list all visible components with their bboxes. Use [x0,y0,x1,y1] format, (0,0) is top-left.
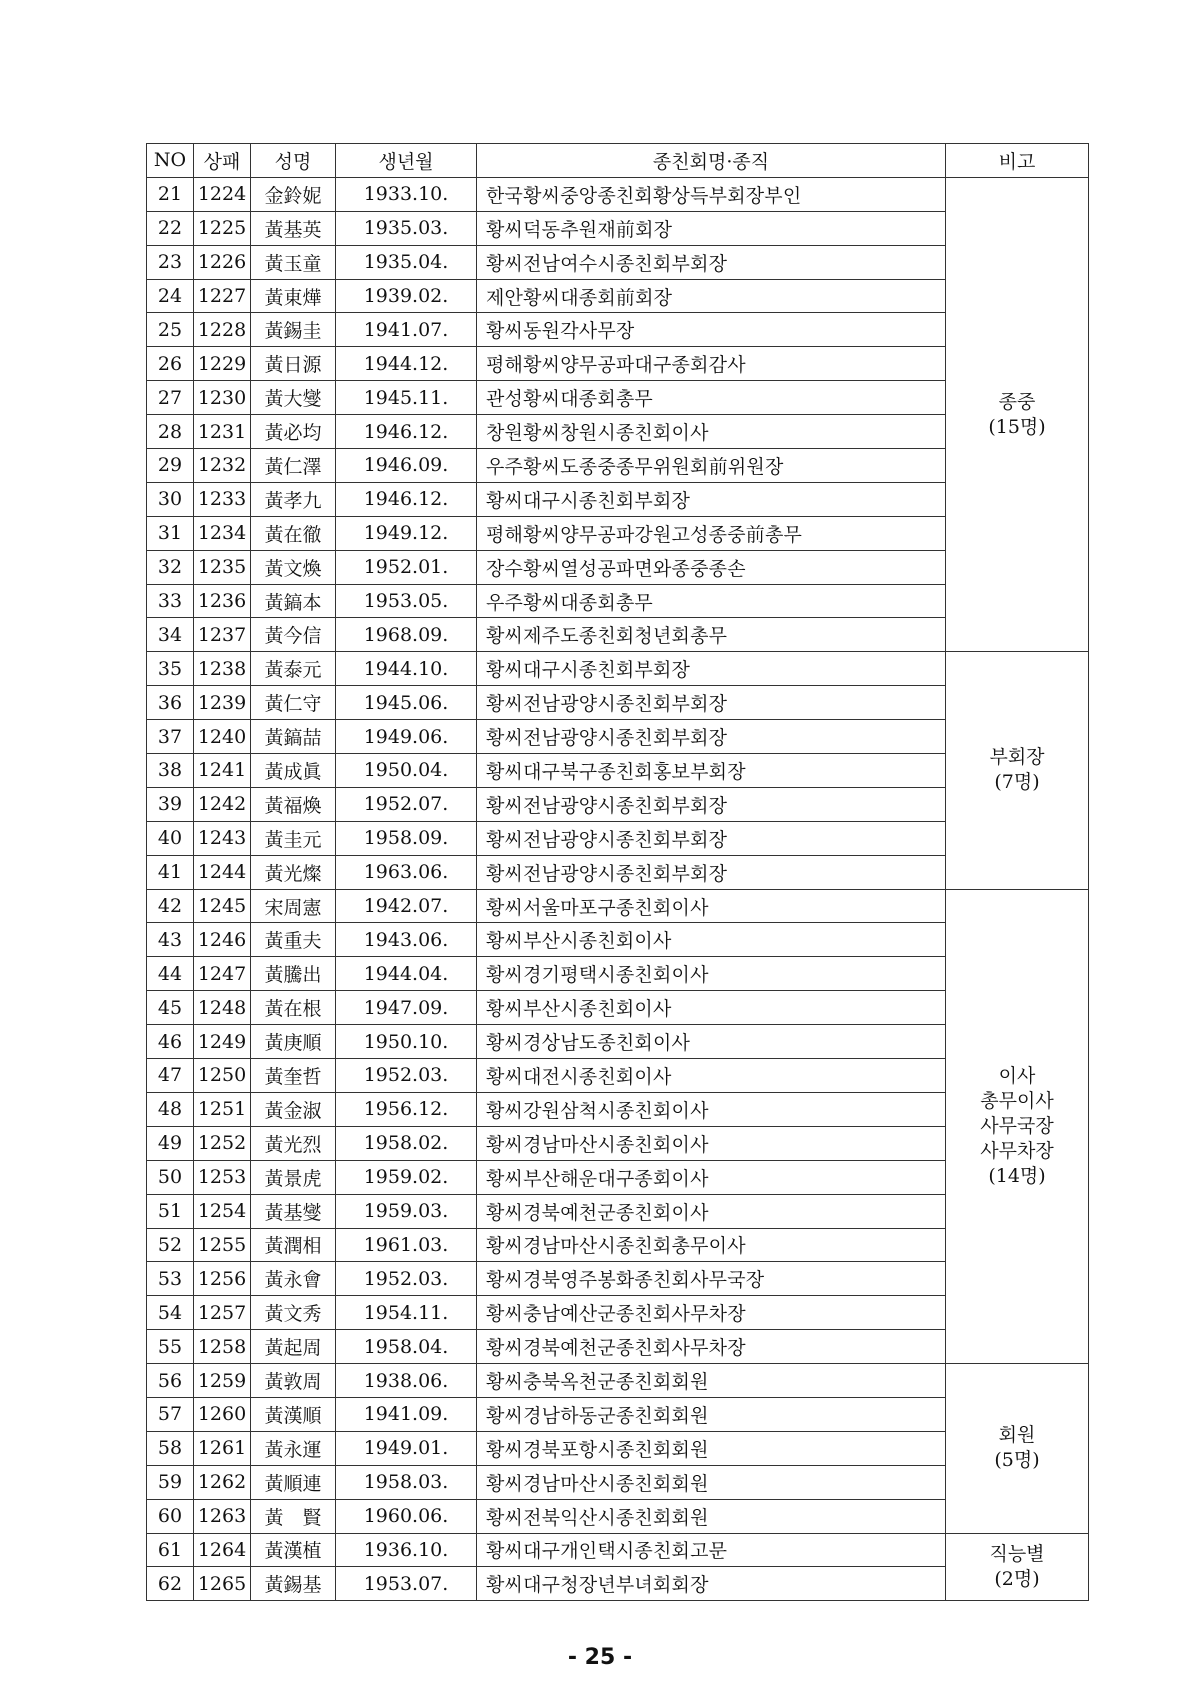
column-header-no: NO [147,144,194,178]
cell-plaque: 1244 [194,855,251,889]
cell-name: 黃在根 [251,991,336,1025]
cell-name: 黃孝九 [251,482,336,516]
cell-plaque: 1239 [194,686,251,720]
cell-club: 황씨전남광양시종친회부회장 [477,821,946,855]
cell-no: 44 [147,957,194,991]
cell-name: 黃基英 [251,211,336,245]
cell-name: 黃鎬本 [251,584,336,618]
cell-name: 黃今信 [251,618,336,652]
cell-plaque: 1264 [194,1533,251,1567]
cell-no: 47 [147,1059,194,1093]
cell-no: 55 [147,1330,194,1364]
cell-club: 황씨전북익산시종친회회원 [477,1499,946,1533]
cell-plaque: 1255 [194,1228,251,1262]
cell-birth: 1947.09. [336,991,477,1025]
cell-name: 黃成眞 [251,754,336,788]
cell-no: 57 [147,1397,194,1431]
cell-plaque: 1228 [194,313,251,347]
cell-club: 한국황씨중앙종친회황상득부회장부인 [477,177,946,211]
cell-name: 黃敦周 [251,1364,336,1398]
remark-line: (7명) [994,771,1040,794]
table-row [147,177,1089,211]
cell-no: 54 [147,1296,194,1330]
cell-name: 黃日源 [251,347,336,381]
cell-no: 52 [147,1228,194,1262]
cell-birth: 1950.10. [336,1025,477,1059]
cell-plaque: 1262 [194,1465,251,1499]
column-header-birth: 생년월 [336,144,477,178]
cell-birth: 1941.07. [336,313,477,347]
cell-plaque: 1232 [194,449,251,483]
cell-club: 제안황씨대종회前회장 [477,279,946,313]
cell-no: 62 [147,1567,194,1601]
cell-no: 41 [147,855,194,889]
cell-plaque: 1234 [194,516,251,550]
cell-no: 40 [147,821,194,855]
cell-plaque: 1229 [194,347,251,381]
cell-plaque: 1265 [194,1567,251,1601]
cell-name: 黃漢順 [251,1397,336,1431]
cell-plaque: 1227 [194,279,251,313]
cell-birth: 1952.03. [336,1059,477,1093]
cell-birth: 1949.12. [336,516,477,550]
cell-club: 황씨대구시종친회부회장 [477,652,946,686]
cell-club: 창원황씨창원시종친회이사 [477,415,946,449]
cell-birth: 1958.02. [336,1126,477,1160]
page-number: - 25 - [567,1645,633,1670]
cell-name: 黃必均 [251,415,336,449]
cell-plaque: 1252 [194,1126,251,1160]
cell-birth: 1949.06. [336,720,477,754]
cell-club: 황씨동원각사무장 [477,313,946,347]
remark-line: 사무국장 [980,1114,1054,1137]
cell-name: 黃東燁 [251,279,336,313]
cell-plaque: 1260 [194,1397,251,1431]
cell-birth: 1945.06. [336,686,477,720]
cell-club: 황씨부산해운대구종회이사 [477,1160,946,1194]
cell-club: 황씨대구청장년부녀회회장 [477,1567,946,1601]
cell-no: 58 [147,1431,194,1465]
cell-no: 36 [147,686,194,720]
cell-name: 宋周憲 [251,889,336,923]
cell-plaque: 1224 [194,177,251,211]
cell-birth: 1958.03. [336,1465,477,1499]
cell-birth: 1944.10. [336,652,477,686]
cell-name: 黃光燦 [251,855,336,889]
cell-no: 28 [147,415,194,449]
cell-club: 황씨경남마산시종친회총무이사 [477,1228,946,1262]
cell-plaque: 1257 [194,1296,251,1330]
cell-club: 황씨전남여수시종친회부회장 [477,245,946,279]
cell-club: 황씨대구북구종친회홍보부회장 [477,754,946,788]
cell-club: 황씨전남광양시종친회부회장 [477,855,946,889]
cell-no: 38 [147,754,194,788]
cell-birth: 1959.03. [336,1194,477,1228]
cell-plaque: 1249 [194,1025,251,1059]
remark-line: (5명) [994,1449,1040,1472]
cell-no: 31 [147,516,194,550]
cell-no: 23 [147,245,194,279]
remark-line: 사무차장 [980,1139,1054,1162]
table-row [147,889,1089,923]
cell-plaque: 1254 [194,1194,251,1228]
cell-birth: 1933.10. [336,177,477,211]
cell-no: 34 [147,618,194,652]
cell-club: 황씨경남마산시종친회이사 [477,1126,946,1160]
cell-club: 황씨경남하동군종친회회원 [477,1397,946,1431]
column-header-plaque: 상패 [194,144,251,178]
cell-no: 46 [147,1025,194,1059]
cell-name: 黃重夫 [251,923,336,957]
cell-birth: 1942.07. [336,889,477,923]
cell-birth: 1960.06. [336,1499,477,1533]
cell-birth: 1935.03. [336,211,477,245]
cell-club: 황씨전남광양시종친회부회장 [477,686,946,720]
cell-name: 黃起周 [251,1330,336,1364]
cell-plaque: 1237 [194,618,251,652]
cell-name: 黃仁澤 [251,449,336,483]
cell-no: 29 [147,449,194,483]
cell-birth: 1936.10. [336,1533,477,1567]
cell-name: 黃文秀 [251,1296,336,1330]
cell-plaque: 1238 [194,652,251,686]
cell-plaque: 1225 [194,211,251,245]
cell-plaque: 1256 [194,1262,251,1296]
cell-club: 황씨대전시종친회이사 [477,1059,946,1093]
remark-line: (15명) [988,415,1046,438]
cell-no: 22 [147,211,194,245]
cell-name: 金鈴妮 [251,177,336,211]
remark-line: 이사 [998,1064,1036,1087]
cell-no: 35 [147,652,194,686]
cell-club: 황씨서울마포구종친회이사 [477,889,946,923]
cell-club: 황씨부산시종친회이사 [477,923,946,957]
cell-no: 48 [147,1092,194,1126]
cell-birth: 1938.06. [336,1364,477,1398]
cell-club: 황씨경북예천군종친회이사 [477,1194,946,1228]
cell-name: 黃永會 [251,1262,336,1296]
cell-club: 우주황씨대종회총무 [477,584,946,618]
cell-no: 51 [147,1194,194,1228]
cell-plaque: 1253 [194,1160,251,1194]
cell-birth: 1958.04. [336,1330,477,1364]
cell-no: 24 [147,279,194,313]
cell-name: 黃奎哲 [251,1059,336,1093]
table-header-row [147,144,1089,178]
cell-birth: 1956.12. [336,1092,477,1126]
cell-no: 43 [147,923,194,957]
cell-club: 황씨강원삼척시종친회이사 [477,1092,946,1126]
cell-plaque: 1230 [194,381,251,415]
cell-club: 황씨전남광양시종친회부회장 [477,787,946,821]
table-row [147,1533,1089,1567]
cell-birth: 1950.04. [336,754,477,788]
cell-name: 黃圭元 [251,821,336,855]
cell-plaque: 1259 [194,1364,251,1398]
cell-birth: 1954.11. [336,1296,477,1330]
cell-plaque: 1235 [194,550,251,584]
cell-no: 25 [147,313,194,347]
cell-name: 黃騰出 [251,957,336,991]
cell-birth: 1943.06. [336,923,477,957]
cell-birth: 1935.04. [336,245,477,279]
cell-no: 59 [147,1465,194,1499]
remark-line: 종중 [998,390,1036,413]
cell-no: 33 [147,584,194,618]
cell-name: 黃 賢 [251,1499,336,1533]
cell-birth: 1963.06. [336,855,477,889]
cell-no: 42 [147,889,194,923]
cell-club: 황씨경북포항시종친회회원 [477,1431,946,1465]
cell-no: 60 [147,1499,194,1533]
cell-name: 黃錫圭 [251,313,336,347]
cell-name: 黃金淑 [251,1092,336,1126]
cell-birth: 1946.12. [336,415,477,449]
cell-birth: 1939.02. [336,279,477,313]
cell-birth: 1953.07. [336,1567,477,1601]
remark-line: (14명) [988,1164,1046,1187]
cell-no: 50 [147,1160,194,1194]
cell-birth: 1946.09. [336,449,477,483]
cell-name: 黃仁守 [251,686,336,720]
cell-birth: 1952.07. [336,787,477,821]
remark-line: 총무이사 [980,1089,1054,1112]
cell-name: 黃玉童 [251,245,336,279]
cell-club: 황씨부산시종친회이사 [477,991,946,1025]
remark-group-cell [946,1364,1089,1533]
cell-no: 26 [147,347,194,381]
cell-club: 황씨전남광양시종친회부회장 [477,720,946,754]
cell-club: 관성황씨대종회총무 [477,381,946,415]
cell-name: 黃文煥 [251,550,336,584]
cell-name: 黃景虎 [251,1160,336,1194]
cell-plaque: 1242 [194,787,251,821]
column-header-name: 성명 [251,144,336,178]
cell-no: 21 [147,177,194,211]
cell-birth: 1949.01. [336,1431,477,1465]
cell-club: 평해황씨양무공파강원고성종중前총무 [477,516,946,550]
cell-birth: 1959.02. [336,1160,477,1194]
cell-no: 45 [147,991,194,1025]
cell-name: 黃潤相 [251,1228,336,1262]
cell-birth: 1944.12. [336,347,477,381]
remark-line: 회원 [998,1424,1036,1447]
cell-birth: 1953.05. [336,584,477,618]
cell-plaque: 1233 [194,482,251,516]
cell-plaque: 1261 [194,1431,251,1465]
cell-plaque: 1251 [194,1092,251,1126]
remark-group-cell [946,652,1089,889]
cell-club: 황씨대구개인택시종친회고문 [477,1533,946,1567]
column-header-remark: 비고 [946,144,1089,178]
table-row [147,1364,1089,1398]
cell-plaque: 1226 [194,245,251,279]
cell-plaque: 1231 [194,415,251,449]
cell-club: 황씨경상남도종친회이사 [477,1025,946,1059]
cell-name: 黃鎬喆 [251,720,336,754]
cell-club: 황씨경북영주봉화종친회사무국장 [477,1262,946,1296]
cell-name: 黃在徹 [251,516,336,550]
cell-plaque: 1245 [194,889,251,923]
cell-plaque: 1243 [194,821,251,855]
cell-name: 黃光烈 [251,1126,336,1160]
cell-name: 黃大燮 [251,381,336,415]
cell-plaque: 1258 [194,1330,251,1364]
cell-club: 황씨경남마산시종친회회원 [477,1465,946,1499]
cell-club: 평해황씨양무공파대구종회감사 [477,347,946,381]
cell-name: 黃庚順 [251,1025,336,1059]
cell-no: 37 [147,720,194,754]
cell-birth: 1968.09. [336,618,477,652]
cell-plaque: 1246 [194,923,251,957]
cell-plaque: 1247 [194,957,251,991]
cell-name: 黃漢植 [251,1533,336,1567]
table-body [147,177,1089,1600]
cell-birth: 1944.04. [336,957,477,991]
remark-group-cell [946,889,1089,1363]
cell-club: 황씨충북옥천군종친회회원 [477,1364,946,1398]
cell-plaque: 1241 [194,754,251,788]
cell-club: 장수황씨열성공파면와종중종손 [477,550,946,584]
cell-plaque: 1240 [194,720,251,754]
cell-no: 53 [147,1262,194,1296]
cell-plaque: 1248 [194,991,251,1025]
remark-group-cell [946,1533,1089,1601]
cell-plaque: 1263 [194,1499,251,1533]
column-header-club: 종친회명·종직 [477,144,946,178]
cell-no: 61 [147,1533,194,1567]
cell-no: 49 [147,1126,194,1160]
cell-birth: 1961.03. [336,1228,477,1262]
cell-club: 황씨덕동추원재前회장 [477,211,946,245]
cell-club: 황씨경기평택시종친회이사 [477,957,946,991]
cell-name: 黃永運 [251,1431,336,1465]
cell-birth: 1952.01. [336,550,477,584]
cell-birth: 1952.03. [336,1262,477,1296]
cell-no: 30 [147,482,194,516]
remark-line: 직능별 [989,1542,1045,1565]
cell-plaque: 1250 [194,1059,251,1093]
cell-birth: 1941.09. [336,1397,477,1431]
remark-line: 부회장 [989,746,1045,769]
cell-club: 황씨충남예산군종친회사무차장 [477,1296,946,1330]
cell-birth: 1946.12. [336,482,477,516]
cell-birth: 1958.09. [336,821,477,855]
cell-no: 39 [147,787,194,821]
cell-club: 황씨제주도종친회청년회총무 [477,618,946,652]
cell-name: 黃基燮 [251,1194,336,1228]
cell-no: 32 [147,550,194,584]
remark-group-cell [946,177,1089,651]
cell-club: 황씨경북예천군종친회사무차장 [477,1330,946,1364]
member-table [146,143,1089,1601]
cell-plaque: 1236 [194,584,251,618]
remark-line: (2명) [994,1567,1040,1590]
cell-name: 黃泰元 [251,652,336,686]
cell-club: 우주황씨도종중종무위원회前위원장 [477,449,946,483]
cell-name: 黃順連 [251,1465,336,1499]
cell-club: 황씨대구시종친회부회장 [477,482,946,516]
cell-birth: 1945.11. [336,381,477,415]
cell-name: 黃錫基 [251,1567,336,1601]
cell-name: 黃福煥 [251,787,336,821]
cell-no: 27 [147,381,194,415]
table-row [147,652,1089,686]
cell-no: 56 [147,1364,194,1398]
